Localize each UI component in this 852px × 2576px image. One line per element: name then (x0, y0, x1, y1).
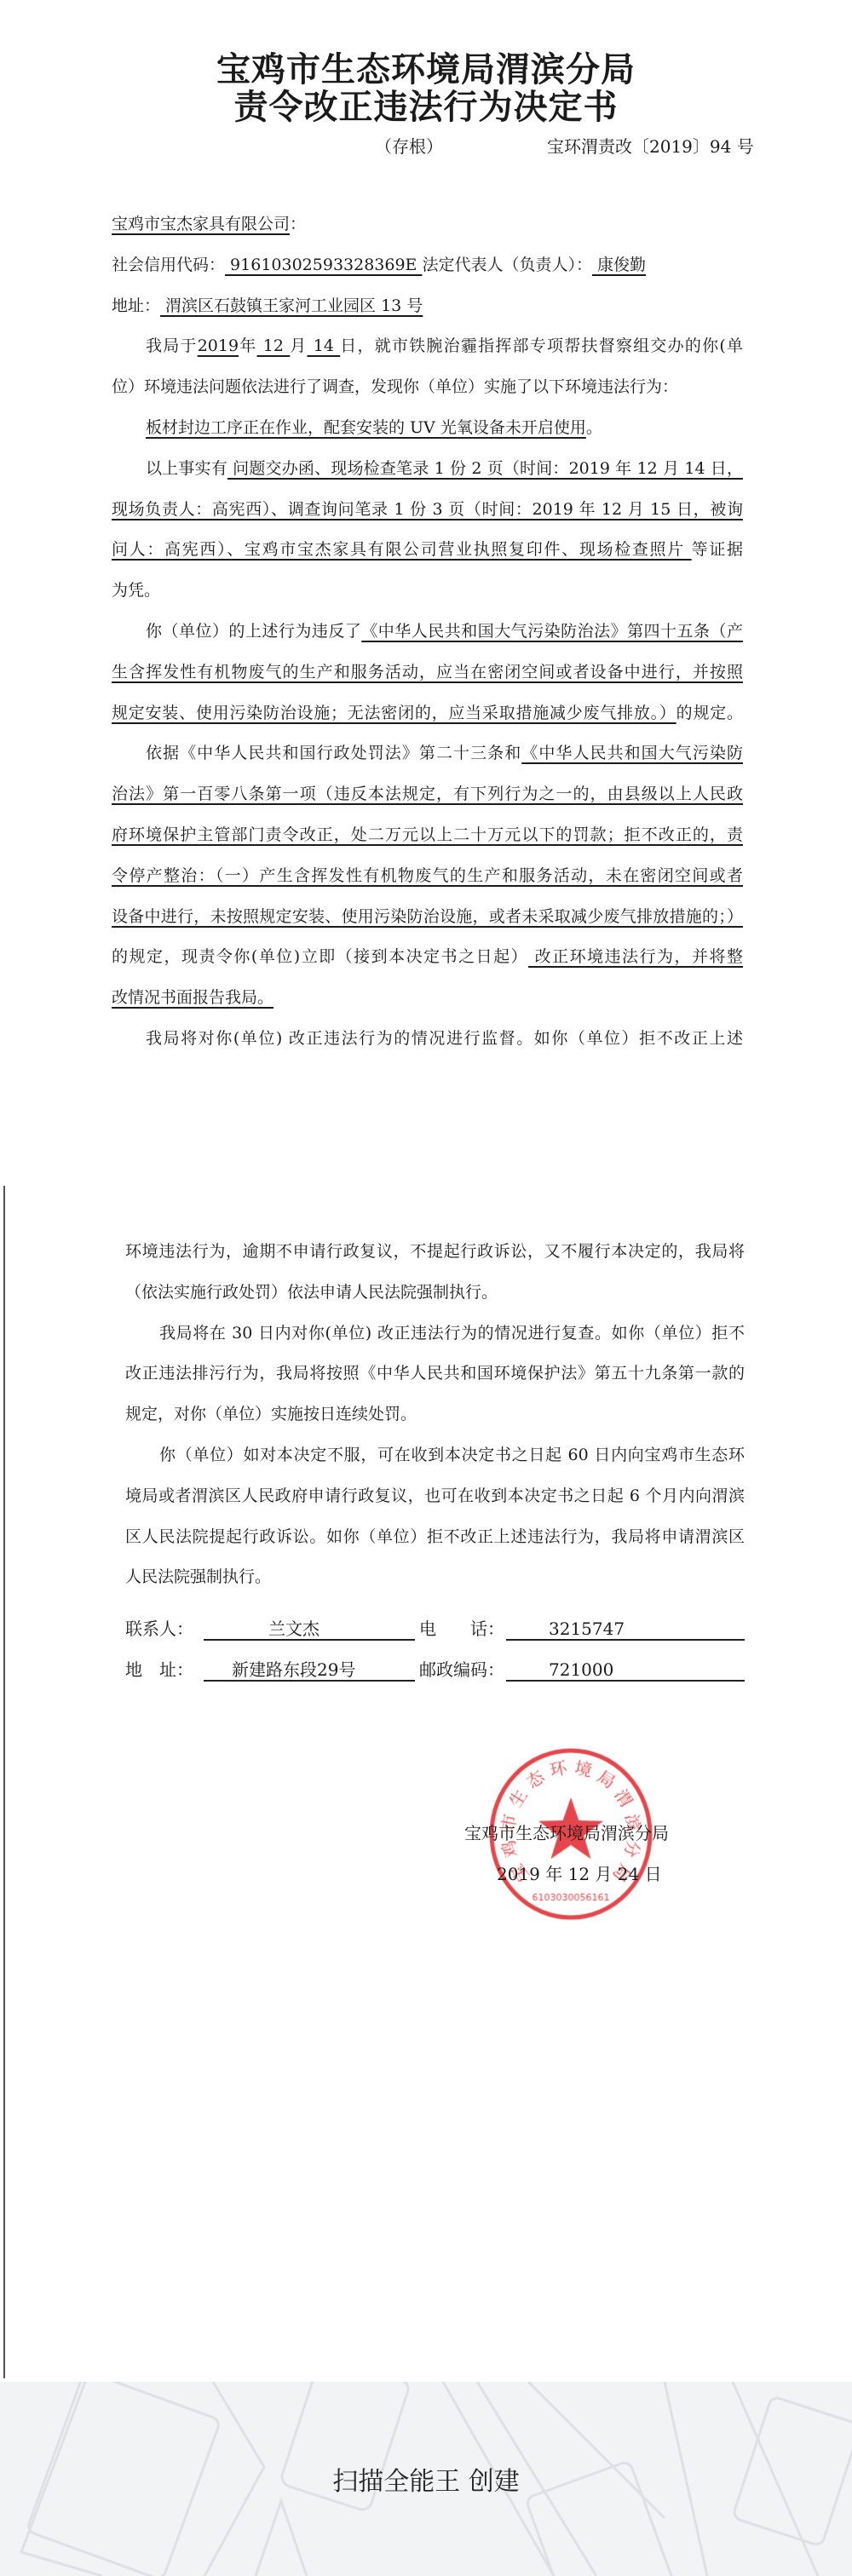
text-segment: 等证据 (691, 540, 743, 560)
text-segment: 以上事实有 (146, 458, 227, 478)
text-line (112, 733, 743, 774)
address-row (125, 1653, 745, 1687)
underlined-fill-in-text: 宝鸡市宝杰家具有限公司 (112, 215, 291, 233)
text-line (112, 204, 743, 245)
address-label: 地 址： (125, 1659, 193, 1680)
text-segment: 日，就市铁腕治霾指挥部专项帮扶督察组交办的你(单 (340, 336, 743, 356)
text-line (125, 1557, 745, 1598)
text-segment: 。 (585, 417, 602, 437)
text-segment: （依法实施行政处罚）依法申请人民法院强制执行。 (125, 1282, 498, 1302)
text-segment: 位）环境违法问题依法进行了调查，发现你（单位）实施了以下环境违法行为： (112, 377, 679, 397)
underlined-fill-in-text: 2019 (197, 336, 239, 356)
text-segment: 法定代表人（负责人）： (422, 255, 592, 274)
underlined-fill-in-text: 《中华人民共和国大气污染防 (521, 744, 743, 763)
text-line (112, 367, 743, 408)
document-title-line2: 责令改正违法行为决定书 (233, 88, 619, 127)
text-segment: 年 (239, 336, 257, 356)
text-segment: 我局于 (146, 336, 198, 356)
issue-date: 2019 年 12 月 24 日 (497, 1864, 662, 1884)
text-segment: 我局将在 30 日内对你(单位) 改正违法行为的情况进行复查。如你（单位）拒不 (159, 1323, 745, 1343)
text-segment: 人民法院强制执行。 (125, 1567, 272, 1587)
text-segment: ： (290, 215, 307, 233)
phone-label: 电 话： (419, 1619, 504, 1639)
text-segment: 改正违法排污行为，我局将按照《中华人民共和国环境保护法》第五十九条第一款的 (125, 1364, 745, 1383)
document-number: 宝环渭责改〔2019〕94 号 (547, 136, 754, 157)
text-line (112, 408, 743, 449)
text-segment: 为凭。 (112, 581, 161, 601)
text-line (125, 1394, 745, 1435)
text-segment: 月 (290, 336, 308, 356)
text-line (112, 1019, 743, 1060)
text-segment: 区人民法院提起行政诉讼。如你（单位）拒不改正上述违法行为，我局将申请渭滨区 (125, 1527, 745, 1546)
underlined-fill-in-text: 生含挥发性有机物废气的生产和服务活动，应当在密闭空间或者设备中进行，并按照 (112, 662, 743, 681)
text-line (112, 490, 743, 531)
underlined-fill-in-text: 板材封边工序正在作业，配套安装的 UV 光氧设备未开启使用 (146, 417, 586, 437)
document-title-line1: 宝鸡市生态环境局渭滨分局 (216, 50, 636, 89)
text-segment: 社会信用代码： (112, 255, 226, 274)
text-line (125, 1435, 745, 1476)
text-line (125, 1354, 745, 1394)
text-line (112, 815, 743, 856)
underlined-fill-in-text: 规定安装、使用污染防治设施；无法密闭的，应当采取措施减少废气排放。） (112, 703, 676, 722)
text-line (125, 1314, 745, 1354)
text-segment: 你（单位）如对本决定不服，可在收到本决定书之日起 60 日内向宝鸡市生态环 (159, 1445, 745, 1464)
text-segment: 环境违法行为，逾期不申请行政复议，不提起行政诉讼，又不履行本决定的，我局将 (125, 1242, 745, 1261)
text-line (112, 326, 743, 367)
underlined-fill-in-text: 令停产整治：（一）产生含挥发性有机物废气的生产和服务活动，未在密闭空间或者 (112, 865, 743, 885)
text-segment: 的规定，现责令你(单位)立即（接到本决定书之日起） (112, 947, 529, 967)
underlined-fill-in-text: 14 (307, 336, 341, 356)
text-line (112, 774, 743, 815)
text-line (112, 571, 743, 612)
postcode-label: 邮政编码： (419, 1659, 504, 1680)
text-line (112, 530, 743, 571)
contact-person-value: 兰文杰 (268, 1619, 320, 1639)
text-line (112, 286, 743, 327)
text-line (112, 653, 743, 693)
underlined-fill-in-text: 府环境保护主管部门责令改正，处二万元以上二十万元以下的罚款；拒不改正的，责 (112, 825, 743, 844)
stub-label: （存根） (375, 136, 443, 157)
issuer-signature: 宝鸡市生态环境局渭滨分局 (464, 1823, 669, 1843)
underlined-fill-in-text: 问人：高宪西）、宝鸡市宝杰家具有限公司营业执照复印件、现场检查照片 (112, 540, 692, 560)
underlined-fill-in-text: 设备中进行，未按照规定安装、使用污染防治设施，或者未采取减少废气排放措施的；） (112, 906, 743, 926)
underlined-fill-in-text: 改情况书面报告我局。 (112, 988, 274, 1008)
underlined-fill-in-text: 问题交办函、现场检查笔录 1 份 2 页（时间：2019 年 12 月 14 日， (227, 458, 743, 478)
underlined-fill-in-text: 12 (256, 336, 291, 356)
text-line (112, 612, 743, 653)
underlined-fill-in-text: 《中华人民共和国大气污染防治法》第四十五条（产 (361, 621, 743, 641)
phone-value: 3215747 (549, 1619, 625, 1639)
text-line (112, 897, 743, 938)
address-value: 新建路东段29号 (232, 1659, 356, 1680)
contact-row (125, 1612, 745, 1646)
postcode-value: 721000 (549, 1659, 614, 1680)
page2-body (125, 1232, 745, 1598)
underlined-fill-in-text: 渭滨区石鼓镇王家河工业园区 13 号 (160, 296, 423, 315)
text-segment: 依据《中华人民共和国行政处罚法》第二十三条和 (146, 744, 522, 763)
text-segment: 规定，对你（单位）实施按日连续处罚。 (125, 1405, 417, 1424)
text-line (125, 1232, 745, 1273)
underlined-fill-in-text: 治法》第一百零八条第一项（违反本法规定，有下列行为之一的，由县级以上人民政 (112, 785, 743, 804)
text-segment: 境局或者渭滨区人民政府申请行政复议，也可在收到本决定书之日起 6 个月内向渭滨 (125, 1486, 745, 1505)
text-segment: 地址： (112, 296, 161, 315)
underlined-fill-in-text: 91610302593328369E (225, 255, 423, 274)
text-line (112, 978, 743, 1019)
text-segment: 的规定。 (676, 703, 743, 722)
scanner-footer (0, 2382, 852, 2576)
text-segment: 你（单位）的上述行为违反了 (146, 621, 362, 641)
text-segment: 我局将对你(单位) 改正违法行为的情况进行监督。如你（单位）拒不改正上述 (146, 1028, 743, 1048)
scanner-watermark-text: 扫描全能王 创建 (332, 2467, 520, 2497)
text-line (112, 856, 743, 897)
text-line (112, 693, 743, 734)
text-line (125, 1476, 745, 1517)
page1-body (112, 204, 743, 1060)
underlined-fill-in-text: 康俊勤 (591, 255, 647, 274)
text-line (112, 937, 743, 978)
text-line (112, 449, 743, 490)
text-line (125, 1273, 745, 1314)
page-edge-divider (3, 1186, 5, 2378)
text-line (125, 1517, 745, 1558)
contact-person-label: 联系人： (125, 1619, 193, 1639)
text-line (112, 245, 743, 286)
underlined-fill-in-text: 现场负责人：高宪西）、调查询问笔录 1 份 3 页（时间：2019 年 12 月 15 日，被询 (112, 499, 743, 519)
underlined-fill-in-text: 改正环境违法行为，并将整 (528, 947, 743, 967)
